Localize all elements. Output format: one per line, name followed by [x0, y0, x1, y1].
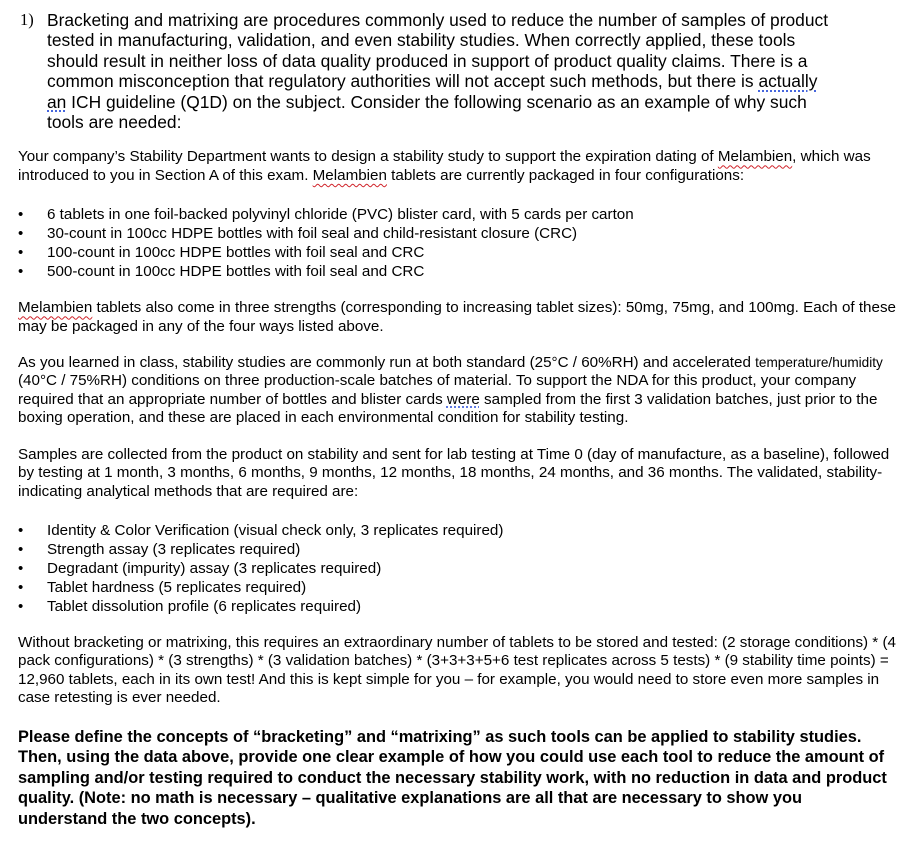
list-item: • 500-count in 100cc HDPE bottles with foil seal and CRC: [18, 262, 898, 281]
paragraph-timepoints: Samples are collected from the product on stability and sent for lab testing at Time 0 (day of manufacture, as a baseline), followed by testing at 1 month, 3 months, 6 months, 9 months, 12 months, 18 months, 24 months, and 36 months. The validated, stability-indicating analytical methods that are required are:: [18, 445, 890, 500]
list-item: • Tablet dissolution profile (6 replicates required): [18, 597, 898, 616]
list-item: • Tablet hardness (5 replicates required): [18, 578, 898, 597]
list-item: • 100-count in 100cc HDPE bottles with foil seal and CRC: [18, 243, 898, 262]
product-name: Melambien: [717, 148, 793, 166]
grammar-flag: were: [446, 390, 480, 408]
question-intro: [18, 10, 898, 132]
question-number: 1): [20, 10, 34, 29]
list-item: • Degradant (impurity) assay (3 replicates required): [18, 559, 898, 578]
question-intro-text: Bracketing and matrixing are procedures commonly used to reduce the number of samples of product tested in manufacturing, validation, and even stability studies. When correctly applied, these tools should result in neither loss of data quality produced in support of product quality claims. There is a common misconception that regulatory authorities will not accept such methods, but there is actually an ICH guideline (Q1D) on the subject. Consider the following scenario as an example of why such tools are needed:: [47, 10, 829, 133]
methods-list: [18, 521, 898, 616]
list-item: • Strength assay (3 replicates required): [18, 540, 898, 559]
paragraph-strengths: Melambien tablets also come in three strengths (corresponding to increasing tablet sizes): 50mg, 75mg, and 100mg. Each of these may be packaged in any of the four ways listed above.: [18, 299, 896, 335]
paragraph-sample-count: Without bracketing or matrixing, this requires an extraordinary number of tablets to be stored and tested: (2 storage conditions) * (4 pack configurations) * (3 strengths) * (3 validation batches) * (3+3+3+5+6 test replicates across 5 tests) * (9 stability time points) = 12,960 tablets, each in its own test! And this is kept simple for you – for example, you would need to store even more samples in case retesting is ever needed.: [18, 633, 896, 707]
paragraph-study-intro: Your company’s Stability Department wants to design a stability study to support the expiration dating of Melambien, which was introduced to you in Section A of this exam. Melambien tablets are currently packaged in four configurations:: [18, 148, 871, 184]
grammar-flag: actually an: [47, 71, 818, 112]
paragraph-conditions: As you learned in class, stability studies are commonly run at both standard (25°C / 60%RH) and accelerated temperature/humidity (40°C / 75%RH) conditions on three production-scale batches of material. To support the NDA for this product, your company required that an appropriate number of bottles and blister cards were sampled from the first 3 validation batches, just prior to the boxing operation, and these are placed in each environmental condition for stability testing.: [18, 354, 883, 427]
question-prompt: Please define the concepts of “bracketing” and “matrixing” as such tools can be applied to stability studies. Then, using the data above, provide one clear example of how you could use each tool to reduce the amount of sampling and/or testing required to conduct the necessary stability work, with no reduction in data and product quality. (Note: no math is necessary – qualitative explanations are all that are necessary to show you understand the two concepts).: [18, 727, 887, 828]
list-item: • 30-count in 100cc HDPE bottles with foil seal and child-resistant closure (CRC): [18, 224, 898, 243]
product-name: Melambien: [312, 166, 387, 184]
document-page: [18, 10, 898, 829]
list-item: • Identity & Color Verification (visual check only, 3 replicates required): [18, 521, 898, 540]
product-name: Melambien: [18, 299, 93, 317]
list-item: • 6 tablets in one foil-backed polyvinyl chloride (PVC) blister card, with 5 cards per carton: [18, 205, 898, 224]
configuration-list: [18, 205, 898, 281]
